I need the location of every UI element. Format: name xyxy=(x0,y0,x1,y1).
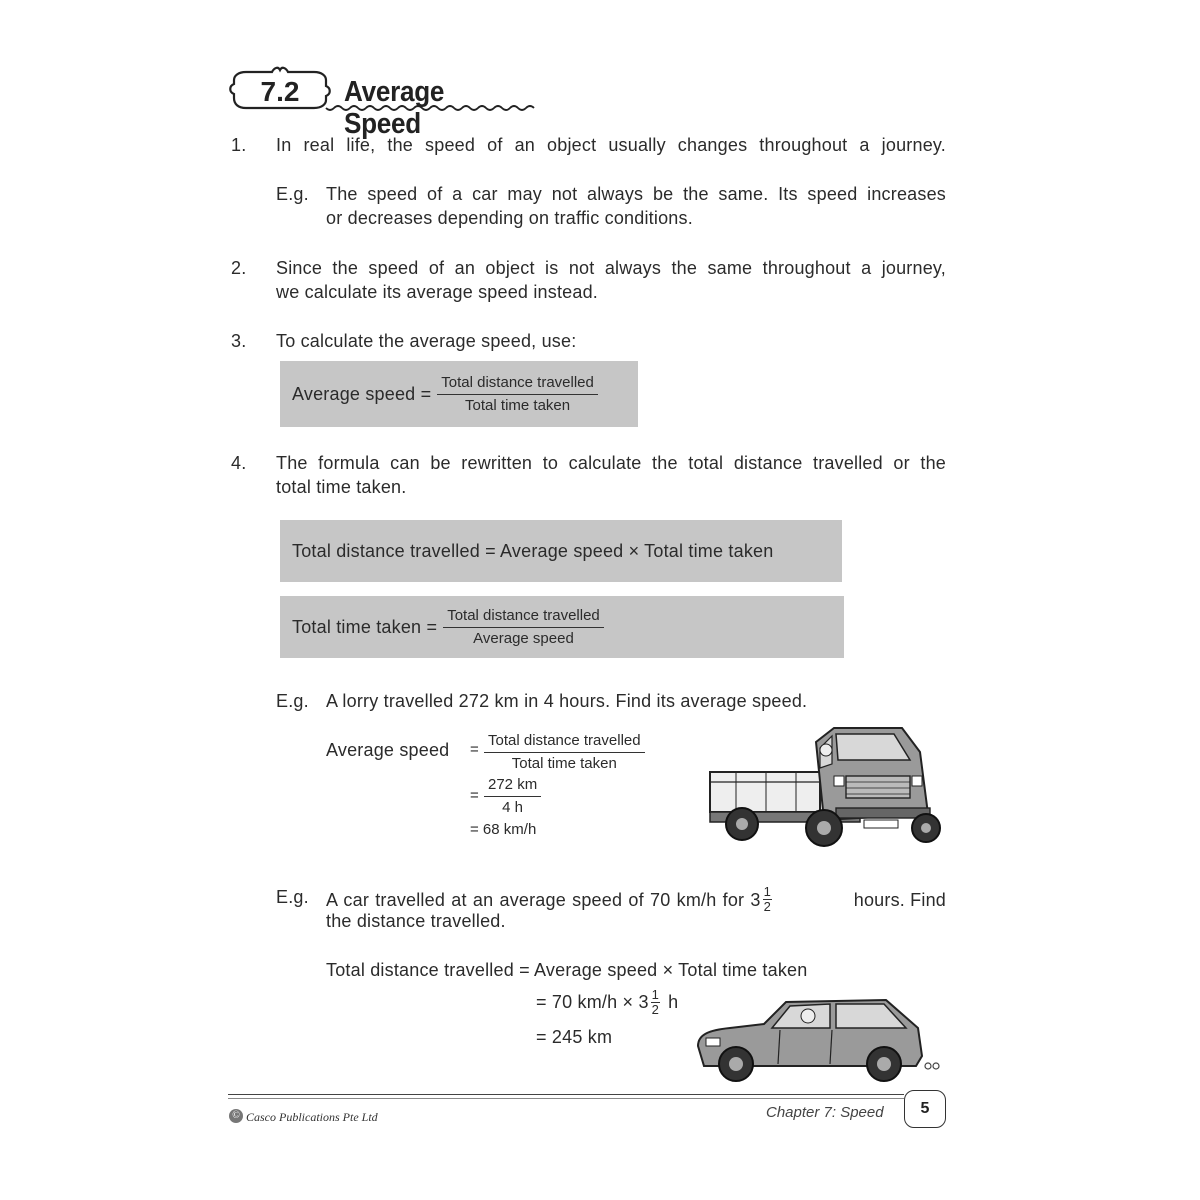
example-2-question-part-1: A car travelled at an average speed of 70 km/h for 3 xyxy=(326,889,761,910)
example-1-lhs: Average speed xyxy=(326,740,450,760)
point-1-number: 1. xyxy=(231,135,247,155)
page-number: 5 xyxy=(920,1100,930,1117)
car-illustration xyxy=(690,994,944,1086)
example-1-fraction-1 xyxy=(484,731,645,774)
formula-avg-denominator: Total time taken xyxy=(465,396,571,414)
example-2-step-2-part-b: h xyxy=(668,992,679,1012)
example-1-eq-1: = xyxy=(470,741,479,758)
average-speed-formula-box xyxy=(280,361,638,427)
example-2-question-fraction-denominator: 2 xyxy=(763,899,772,914)
example-2-question-line-2: the distance travelled. xyxy=(326,911,506,931)
point-1-text: In real life, the speed of an object usually changes throughout a journey. xyxy=(276,135,946,155)
example-2-step-3: = 245 km xyxy=(536,1027,613,1047)
section-title: Average Speed xyxy=(344,76,445,140)
formula-avg-numerator: Total distance travelled xyxy=(437,373,598,395)
example-2-step-1: Total distance travelled = Average speed × Total time taken xyxy=(326,960,808,980)
example-2-step-2 xyxy=(536,986,678,1018)
point-4-number: 4. xyxy=(231,453,247,473)
example-1-label: E.g. xyxy=(276,691,309,711)
formula-avg-lhs: Average speed = xyxy=(292,384,432,404)
example-2-question-mixed-fraction xyxy=(761,885,772,914)
example-2-step-2-fraction xyxy=(651,988,660,1017)
point-2-line-2: we calculate its average speed instead. xyxy=(276,282,598,302)
example-1-fraction-2 xyxy=(484,775,541,818)
footer-rule-second xyxy=(228,1098,904,1099)
example-2-step-2-part-a: = 70 km/h × 3 xyxy=(536,992,649,1012)
point-1-example-line-2: or decreases depending on traffic conditions. xyxy=(326,208,693,228)
time-formula-box xyxy=(280,596,844,658)
point-4-line-1: The formula can be rewritten to calculate the total distance travelled or the xyxy=(276,453,946,473)
point-1-example-line-1: The speed of a car may not always be the same. Its speed increases xyxy=(326,184,946,204)
formula-time-denominator: Average speed xyxy=(473,629,574,647)
example-2-step-2-mixed-fraction xyxy=(649,988,660,1017)
example-2-label: E.g. xyxy=(276,887,309,907)
point-4-line-2: total time taken. xyxy=(276,477,407,497)
formula-distance-text: Total distance travelled = Average speed × Total time taken xyxy=(292,541,774,561)
example-2-step-2-fraction-numerator: 1 xyxy=(651,986,660,1002)
example-1-fraction-2-denominator: 4 h xyxy=(502,799,524,816)
formula-avg-fraction xyxy=(437,373,598,416)
example-1-fraction-1-denominator: Total time taken xyxy=(511,755,617,772)
example-1-fraction-1-numerator: Total distance travelled xyxy=(484,731,645,753)
example-2-question-fraction xyxy=(763,885,772,914)
footer-rule xyxy=(228,1094,904,1095)
lorry-illustration xyxy=(706,722,950,850)
formula-time-lhs: Total time taken = xyxy=(292,617,438,637)
point-3-text: To calculate the average speed, use: xyxy=(276,331,577,351)
example-2-question-fraction-numerator: 1 xyxy=(763,884,772,899)
point-2-line-1: Since the speed of an object is not always the same throughout a journey, xyxy=(276,258,946,278)
formula-time-fraction xyxy=(443,606,604,649)
footer-chapter: Chapter 7: Speed xyxy=(766,1104,884,1121)
example-1-result: = 68 km/h xyxy=(470,821,537,838)
section-header xyxy=(226,66,536,140)
footer-publisher: Casco Publications Pte Ltd xyxy=(246,1110,378,1124)
distance-formula-box xyxy=(280,520,842,582)
formula-time-numerator: Total distance travelled xyxy=(443,606,604,628)
point-2-number: 2. xyxy=(231,258,247,278)
example-2-question-part-2: hours. Find xyxy=(853,889,946,910)
example-1-question: A lorry travelled 272 km in 4 hours. Find its average speed. xyxy=(326,691,808,711)
point-1-example-label: E.g. xyxy=(276,184,309,204)
copyright-icon: © xyxy=(229,1109,243,1123)
example-1-eq-2: = xyxy=(470,787,479,804)
section-number: 7.2 xyxy=(260,76,300,107)
page-number-badge xyxy=(904,1090,946,1128)
example-1-fraction-2-numerator: 272 km xyxy=(484,775,541,797)
example-2-step-2-fraction-denominator: 2 xyxy=(651,1001,660,1017)
point-3-number: 3. xyxy=(231,331,247,351)
